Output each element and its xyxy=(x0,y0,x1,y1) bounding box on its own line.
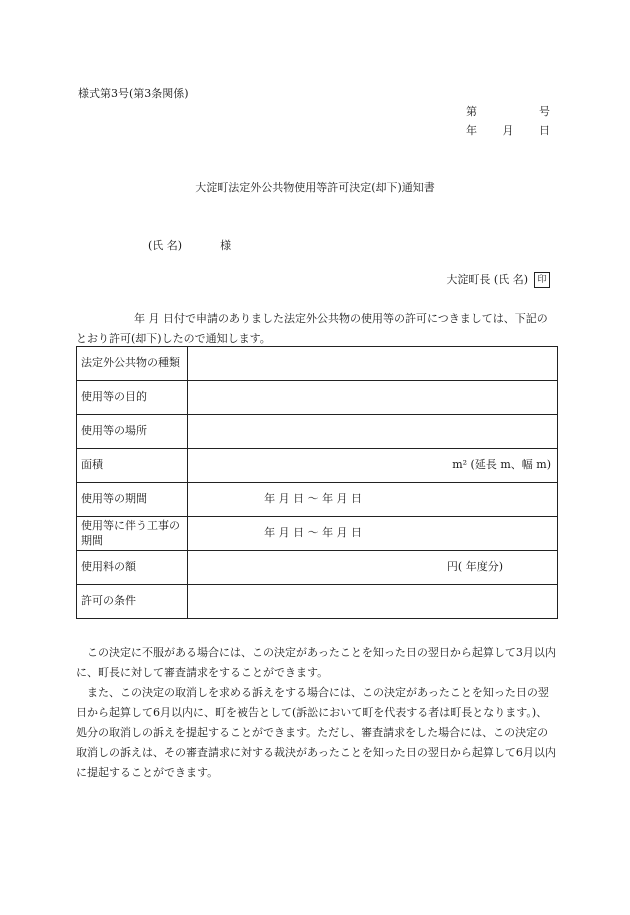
fee-value: 円( 年度分) xyxy=(446,560,503,574)
issuer xyxy=(446,272,550,288)
table-row xyxy=(77,415,558,449)
number-suffix: 号 xyxy=(539,105,550,118)
date-day: 日 xyxy=(539,124,550,137)
intro-body: 年 月 日付で申請のありました法定外公共物の使用等の許可につきましては、下記のとおり許可(却下)したので通知します。 xyxy=(76,312,548,345)
table-row xyxy=(77,517,558,551)
date-month: 月 xyxy=(502,124,514,137)
table-row xyxy=(77,585,558,619)
row-label: 使用等に伴う工事の期間 xyxy=(77,517,188,551)
document-date xyxy=(466,123,550,138)
document-title: 大淀町法定外公共物使用等許可決定(却下)通知書 xyxy=(195,181,435,194)
row-value-cell xyxy=(188,517,558,551)
row-label: 使用等の目的 xyxy=(77,381,188,415)
addressee-name-label: (氏 名) xyxy=(148,239,183,252)
intro-text xyxy=(76,309,556,349)
document-number xyxy=(466,104,550,119)
row-value xyxy=(188,347,558,381)
details-table xyxy=(76,346,558,619)
row-label: 使用等の期間 xyxy=(77,483,188,517)
row-label: 使用料の額 xyxy=(77,551,188,585)
row-value-cell xyxy=(188,551,558,585)
row-label: 面積 xyxy=(77,449,188,483)
area-value: m² (延長 m、幅 m) xyxy=(452,458,551,472)
addressee xyxy=(148,238,231,253)
appeal-notice xyxy=(76,643,558,783)
row-label: 許可の条件 xyxy=(77,585,188,619)
table-row xyxy=(77,381,558,415)
row-value-cell xyxy=(188,449,558,483)
number-prefix: 第 xyxy=(466,105,477,118)
table-row xyxy=(77,551,558,585)
row-value xyxy=(188,415,558,449)
construction-period-value: 年 月 日 ～ 年 月 日 xyxy=(264,526,363,540)
table-row xyxy=(77,449,558,483)
row-value xyxy=(188,381,558,415)
row-label: 使用等の場所 xyxy=(77,415,188,449)
date-year: 年 xyxy=(466,124,477,137)
table-row xyxy=(77,347,558,381)
notice-paragraph: この決定に不服がある場合には、この決定があったことを知った日の翌日から起算して3月以内に、町長に対して審査請求をすることができます。 xyxy=(76,646,556,679)
notice-paragraph: また、この決定の取消しを求める訴えをする場合には、この決定があったことを知った日の翌日から起算して6月以内に、町を被告として(訴訟において町を代表する者は町長となります。)、処分の取消しの訴えを提起することができます。ただし、審査請求をした場合には、この決定の取消しの訴えは、その審査請求に対する裁決があったことを知った日の翌日から起算して6月以内に提起することができます。 xyxy=(76,686,556,779)
usage-period-value: 年 月 日 ～ 年 月 日 xyxy=(264,492,363,506)
row-value xyxy=(188,585,558,619)
form-label: 様式第3号(第3条関係) xyxy=(78,87,189,100)
table-row xyxy=(77,483,558,517)
seal-mark: 印 xyxy=(534,272,550,288)
issuer-label: 大淀町長 (氏 名) xyxy=(446,273,528,287)
row-label: 法定外公共物の種類 xyxy=(77,347,188,381)
row-value-cell xyxy=(188,483,558,517)
addressee-honorific: 様 xyxy=(220,239,232,252)
